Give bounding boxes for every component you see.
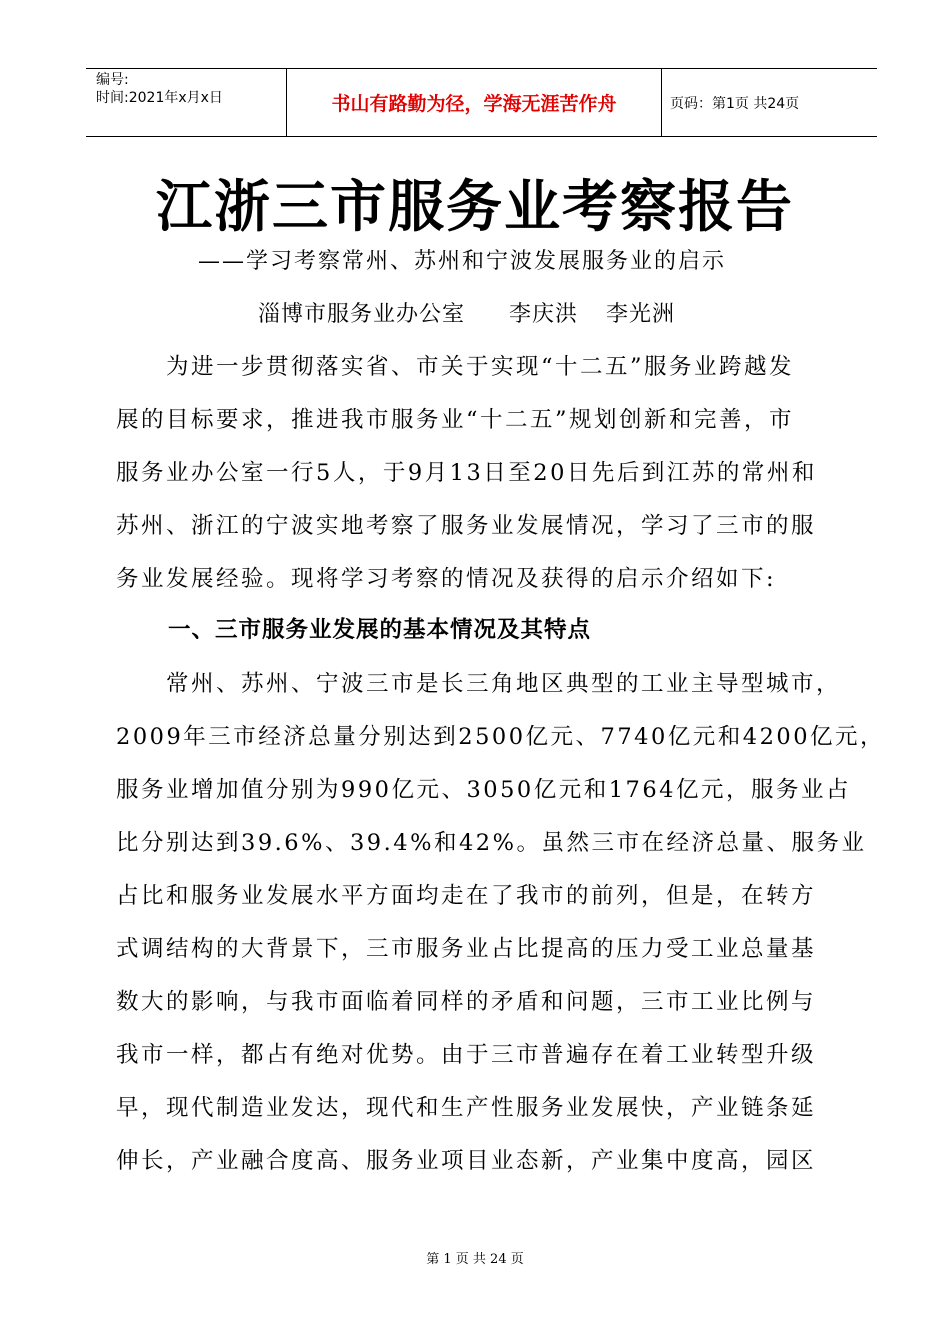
author-name: 李光洲	[606, 302, 676, 327]
paragraph-line: 常州、苏州、宁波三市是长三角地区典型的工业主导型城市，	[116, 671, 842, 697]
number-label: 编号:	[96, 72, 129, 88]
paragraph-line: 服务业增加值分别为990亿元、3050亿元和1764亿元，服务业占	[116, 777, 851, 803]
header-meta-cell	[86, 69, 287, 136]
paragraph-line: 占比和服务业发展水平方面均走在了我市的前列，但是，在转方	[116, 883, 817, 909]
paragraph-line: 数大的影响，与我市面临着同样的矛盾和问题，三市工业比例与	[116, 989, 817, 1015]
time-label: 时间:2021年x月x日	[96, 90, 223, 106]
page-info: 页码：第1页 共24页	[670, 95, 800, 112]
paragraph-line: 式调结构的大背景下，三市服务业占比提高的压力受工业总量基	[116, 936, 817, 962]
page-footer: 第 1 页 共 24 页	[426, 1252, 524, 1267]
paragraph-line: 2009年三市经济总量分别达到2500亿元、7740亿元和4200亿元，	[116, 724, 886, 750]
paragraph-line: 比分别达到39.6%、39.4%和42%。虽然三市在经济总量、服务业	[116, 830, 867, 856]
section-heading: 一、三市服务业发展的基本情况及其特点	[168, 617, 592, 643]
document-header-table	[86, 68, 877, 137]
motto-text: 书山有路勤为径，学海无涯苦作舟	[331, 93, 617, 115]
author-line	[258, 297, 675, 328]
paragraph-line: 早，现代制造业发达，现代和生产性服务业发展快，产业链条延	[116, 1095, 817, 1121]
document-subtitle: ——学习考察常州、苏州和宁波发展服务业的启示	[198, 249, 727, 274]
paragraph-line: 苏州、浙江的宁波实地考察了服务业发展情况，学习了三市的服	[116, 513, 817, 539]
paragraph-line: 为进一步贯彻落实省、市关于实现“十二五”服务业跨越发	[116, 354, 795, 380]
author-organization: 淄博市服务业办公室	[258, 302, 466, 327]
document-title: 江浙三市服务业考察报告	[156, 174, 794, 240]
paragraph-line: 务业发展经验。现将学习考察的情况及获得的启示介绍如下:	[116, 566, 777, 592]
paragraph-line: 我市一样，都占有绝对优势。由于三市普遍存在着工业转型升级	[116, 1042, 817, 1068]
paragraph-line: 伸长，产业融合度高、服务业项目业态新，产业集中度高，园区	[116, 1148, 817, 1174]
header-motto-cell	[287, 69, 662, 136]
header-page-cell	[662, 69, 877, 136]
paragraph-line: 服务业办公室一行5人，于9月13日至20日先后到江苏的常州和	[116, 460, 817, 486]
body-paragraph	[116, 658, 886, 1188]
author-name: 李庆洪	[509, 302, 579, 327]
intro-paragraph	[116, 341, 856, 606]
paragraph-line: 展的目标要求，推进我市服务业“十二五”规划创新和完善，市	[116, 407, 795, 433]
